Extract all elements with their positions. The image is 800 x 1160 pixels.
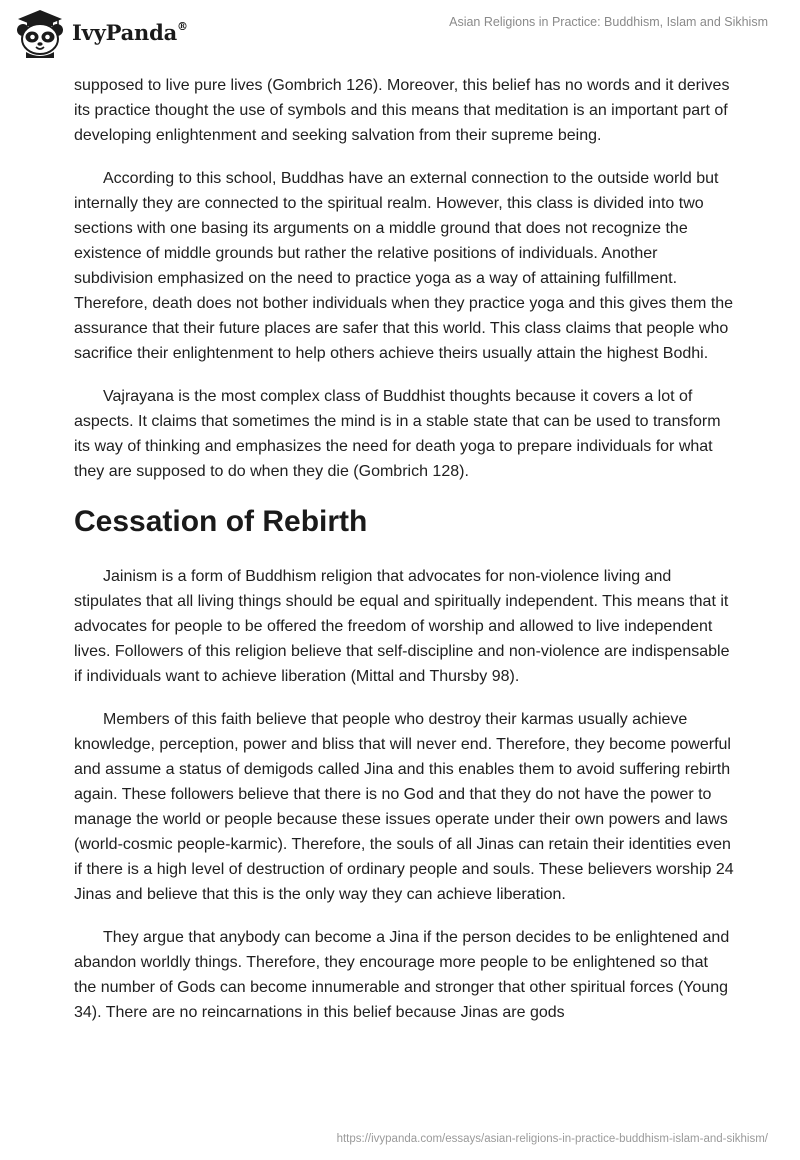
document-title: Asian Religions in Practice: Buddhism, Islam and Sikhism [449,15,768,29]
paragraph: Vajrayana is the most complex class of Buddhist thoughts because it covers a lot of aspects. It claims that sometimes the mind is in a stable state that can be used to transform its way of thinking and emphasizes the need for death yoga to prepare individuals for what they are supposed to do when they die (Gombrich 128). [74,388,721,480]
article-body [74,73,734,1043]
page-header [0,0,800,70]
panda-mascot-icon [14,6,66,58]
source-url[interactable]: https://ivypanda.com/essays/asian-religions-in-practice-buddhism-islam-and-sikhism/ [336,1133,768,1145]
brand-name: IvyPanda® [72,19,188,45]
paragraph: They argue that anybody can become a Jina if the person decides to be enlightened and abandon worldly things. Therefore, they encourage more people to be enlightened so that the number of Gods can become innumerable and stronger that other spiritual forces (Young 34). There are no reincarnations in this belief because Jinas are gods [74,929,730,1021]
paragraph: According to this school, Buddhas have an external connection to the outside world but internally they are connected to the spiritual realm. However, this class is divided into two sections with one basing its arguments on a middle ground that does not recognize the existence of middle grounds but rather the relative positions of individuals. Another subdivision emphasized on the need to practice yoga as a way of attaining fulfillment. Therefore, death does not bother individuals when they practice yoga and this gives them the assurance that their future places are safer that this world. This class claims that people who sacrifice their enlightenment to help others achieve theirs usually attain the highest Bodhi. [74,170,734,362]
paragraph: Jainism is a form of Buddhism religion that advocates for non-violence living and stipulates that all living things should be equal and spiritually independent. This means that it advocates for people to be offered the freedom of worship and allowed to live independent lives. Followers of this religion believe that self-discipline and non-violence are indispensable if individuals want to achieve liberation (Mittal and Thursby 98). [74,568,730,685]
brand-logo[interactable] [14,6,188,58]
paragraph: supposed to live pure lives (Gombrich 126). Moreover, this belief has no words and it derives its practice thought the use of symbols and this means that meditation is an important part of developing enlightenment and seeking salvation from their supreme being. [74,77,730,144]
paragraph: Members of this faith believe that people who destroy their karmas usually achieve knowledge, perception, power and bliss that will never end. Therefore, they become powerful and assume a status of demigods called Jina and this enables them to avoid suffering rebirth again. These followers believe that there is no God and that they do not have the power to manage the world or people because these issues operate under their own powers and laws (world-cosmic people-karmic). Therefore, the souls of all Jinas can retain their identities even if there is a high level of destruction of ordinary people and souls. These believers worship 24 Jinas and believe that this is the only way they can achieve liberation. [74,711,734,903]
section-heading: Cessation of Rebirth [74,505,368,538]
